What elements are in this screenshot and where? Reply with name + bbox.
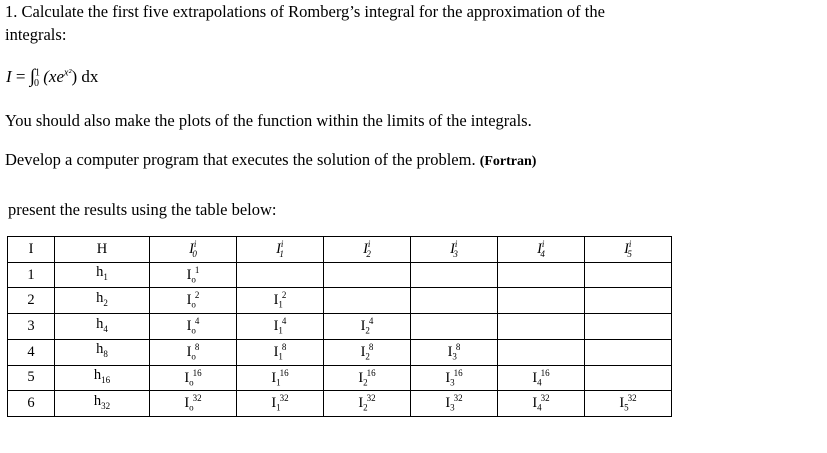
cell-sub: o: [191, 274, 196, 285]
cell-sub: 4: [537, 403, 542, 414]
step-base: h: [96, 289, 104, 306]
extrapolation-cell: [585, 391, 672, 417]
extrapolation-cell: [411, 365, 498, 391]
question-line-1: 1. Calculate the first five extrapolations of Romberg’s integral for the approximation of the: [5, 2, 605, 21]
header-label: I: [276, 240, 281, 257]
formula-equals: =: [15, 67, 26, 86]
cell-base: I: [184, 395, 190, 412]
header-sub: 4: [540, 248, 545, 259]
cell-sub: 3: [452, 351, 457, 362]
cell-base: I: [186, 266, 192, 283]
step-base: h: [96, 264, 104, 281]
cell-sup: 8: [194, 341, 200, 352]
header-cell: [55, 237, 150, 263]
step-sub: 1: [103, 272, 108, 283]
cell-sup: 4: [281, 316, 287, 327]
step-sub: 2: [103, 297, 108, 308]
cell-sub: o: [189, 403, 194, 414]
cell-sup: 16: [540, 367, 550, 378]
extrapolation-cell: [237, 262, 324, 288]
extrapolation-cell: [411, 391, 498, 417]
header-sub: 1: [279, 248, 284, 259]
extrapolation-cell: [498, 391, 585, 417]
extrapolation-cell: [150, 339, 237, 365]
program-instruction-text: Develop a computer program that executes the solution of the problem.: [5, 150, 476, 169]
header-sub: 2: [366, 248, 371, 259]
step-sub: 16: [101, 374, 111, 385]
row-index: 3: [8, 314, 55, 340]
header-label: I: [537, 240, 542, 257]
extrapolation-cell: [411, 314, 498, 340]
extrapolation-cell: [411, 262, 498, 288]
cell-sub: o: [191, 351, 196, 362]
extrapolation-cell: [498, 365, 585, 391]
extrapolation-cell: [585, 365, 672, 391]
cell-base: I: [532, 369, 538, 386]
row-step-size: [55, 365, 150, 391]
extrapolation-cell: [498, 288, 585, 314]
formula-dx: dx: [81, 67, 99, 86]
header-label: I: [363, 240, 368, 257]
integrand-close: ): [71, 67, 78, 86]
header-label: H: [96, 240, 108, 257]
extrapolation-cell: [585, 288, 672, 314]
step-sub: 4: [103, 323, 108, 334]
cell-sub: 1: [278, 300, 283, 311]
cell-sup: 4: [194, 316, 200, 327]
cell-sub: 2: [363, 377, 368, 388]
header-sub: 3: [453, 248, 458, 259]
table-intro: present the results using the table below:: [8, 200, 277, 219]
step-sub: 8: [103, 349, 108, 360]
row-index: 4: [8, 339, 55, 365]
romberg-table: [7, 236, 672, 417]
cell-base: I: [271, 369, 277, 386]
extrapolation-cell: [324, 262, 411, 288]
step-base: h: [93, 367, 102, 383]
cell-sup: 16: [453, 367, 463, 378]
cell-sup: 32: [540, 393, 550, 404]
row-index: 2: [8, 288, 55, 314]
cell-sub: 3: [450, 403, 455, 414]
cell-base: I: [360, 317, 366, 334]
extrapolation-cell: [150, 314, 237, 340]
integral-upper-limit: 1: [34, 67, 40, 79]
cell-sub: 2: [363, 403, 368, 414]
cell-sup: 4: [368, 316, 374, 327]
cell-base: I: [273, 292, 279, 309]
row-step-size: [55, 391, 150, 417]
cell-sub: 5: [624, 403, 629, 414]
header-label: I: [28, 240, 34, 257]
cell-base: I: [360, 343, 366, 360]
cell-sup: 2: [194, 290, 200, 301]
extrapolation-cell: [237, 391, 324, 417]
row-index: 5: [8, 365, 55, 391]
header-sup: i: [367, 239, 371, 249]
cell-sub: o: [191, 300, 196, 311]
cell-base: I: [184, 369, 190, 386]
row-step-size: [55, 288, 150, 314]
cell-base: I: [186, 317, 192, 334]
cell-sup: 2: [281, 290, 287, 301]
header-cell: [585, 237, 672, 263]
cell-base: I: [532, 395, 538, 412]
table-header-row: [8, 237, 672, 263]
extrapolation-cell: [324, 314, 411, 340]
cell-sup: 32: [366, 393, 376, 404]
header-sub: 0: [192, 248, 197, 259]
cell-base: I: [273, 343, 279, 360]
extrapolation-cell: [411, 288, 498, 314]
cell-sup: 32: [453, 393, 463, 404]
language-label: (Fortran): [479, 154, 537, 169]
cell-sup: 16: [192, 367, 202, 378]
cell-sub: 1: [276, 377, 281, 388]
header-cell: [237, 237, 324, 263]
step-base: h: [96, 315, 104, 332]
extrapolation-cell: [150, 391, 237, 417]
extrapolation-cell: [150, 365, 237, 391]
cell-base: I: [186, 343, 192, 360]
question-line-2: integrals:: [5, 25, 67, 44]
extrapolation-cell: [585, 262, 672, 288]
cell-sup: 32: [627, 393, 637, 404]
header-cell: [150, 237, 237, 263]
cell-sub: 3: [450, 377, 455, 388]
header-cell: [411, 237, 498, 263]
extrapolation-cell: [585, 314, 672, 340]
header-sup: i: [454, 239, 458, 249]
cell-base: I: [271, 395, 277, 412]
header-cell: [324, 237, 411, 263]
formula-lhs: I: [6, 67, 12, 86]
cell-base: I: [273, 317, 279, 334]
header-sup: i: [193, 239, 197, 249]
row-index: 1: [8, 262, 55, 288]
cell-base: I: [358, 369, 364, 386]
extrapolation-cell: [150, 288, 237, 314]
extrapolation-cell: [585, 339, 672, 365]
cell-sup: 32: [192, 393, 202, 404]
cell-base: I: [445, 395, 451, 412]
extrapolation-cell: [324, 288, 411, 314]
extrapolation-cell: [150, 262, 237, 288]
extrapolation-cell: [324, 365, 411, 391]
table-row: [8, 339, 672, 365]
cell-sub: 2: [365, 325, 370, 336]
plots-instruction: You should also make the plots of the function within the limits of the integrals.: [5, 111, 532, 130]
cell-sub: o: [189, 377, 194, 388]
cell-base: I: [447, 343, 453, 360]
cell-base: I: [186, 292, 192, 309]
cell-sub: 2: [365, 351, 370, 362]
cell-sup: 32: [279, 393, 289, 404]
integral-formula: [6, 66, 98, 89]
header-label: I: [450, 240, 455, 257]
table-row: [8, 288, 672, 314]
header-cell: [498, 237, 585, 263]
program-instruction: [5, 150, 536, 170]
extrapolation-cell: [411, 339, 498, 365]
cell-base: I: [358, 395, 364, 412]
cell-base: I: [445, 369, 451, 386]
extrapolation-cell: [237, 339, 324, 365]
cell-sup: 8: [455, 341, 461, 352]
integral-sign: ∫: [29, 66, 35, 87]
step-base: h: [96, 341, 104, 358]
extrapolation-cell: [324, 391, 411, 417]
header-cell: [8, 237, 55, 263]
extrapolation-cell: [237, 288, 324, 314]
cell-base: I: [619, 395, 625, 412]
table-row: [8, 391, 672, 417]
extrapolation-cell: [498, 339, 585, 365]
cell-sup: 8: [368, 341, 374, 352]
extrapolation-cell: [498, 262, 585, 288]
row-index: 6: [8, 391, 55, 417]
cell-sup: 16: [366, 367, 376, 378]
integrand-open: (xe: [43, 67, 64, 86]
cell-sup: 16: [279, 367, 289, 378]
step-sub: 32: [101, 400, 111, 411]
cell-sub: 4: [537, 377, 542, 388]
header-label: I: [624, 240, 629, 257]
table-row: [8, 314, 672, 340]
cell-sub: o: [191, 325, 196, 336]
cell-sup: 8: [281, 341, 287, 352]
cell-sub: 1: [278, 325, 283, 336]
header-label: I: [189, 240, 194, 257]
cell-sub: 1: [276, 403, 281, 414]
row-step-size: [55, 339, 150, 365]
table-row: [8, 262, 672, 288]
table-row: [8, 365, 672, 391]
integral-lower-limit: 0: [33, 78, 39, 90]
row-step-size: [55, 314, 150, 340]
header-sup: i: [280, 239, 284, 249]
step-base: h: [93, 392, 102, 409]
cell-sub: 1: [278, 351, 283, 362]
extrapolation-cell: [237, 365, 324, 391]
extrapolation-cell: [498, 314, 585, 340]
extrapolation-cell: [324, 339, 411, 365]
header-sup: i: [541, 239, 545, 249]
header-sub: 5: [627, 248, 632, 259]
cell-sup: 1: [194, 264, 200, 275]
extrapolation-cell: [237, 314, 324, 340]
integrand-exponent: x²: [64, 67, 72, 79]
header-sup: i: [628, 239, 632, 249]
row-step-size: [55, 262, 150, 288]
